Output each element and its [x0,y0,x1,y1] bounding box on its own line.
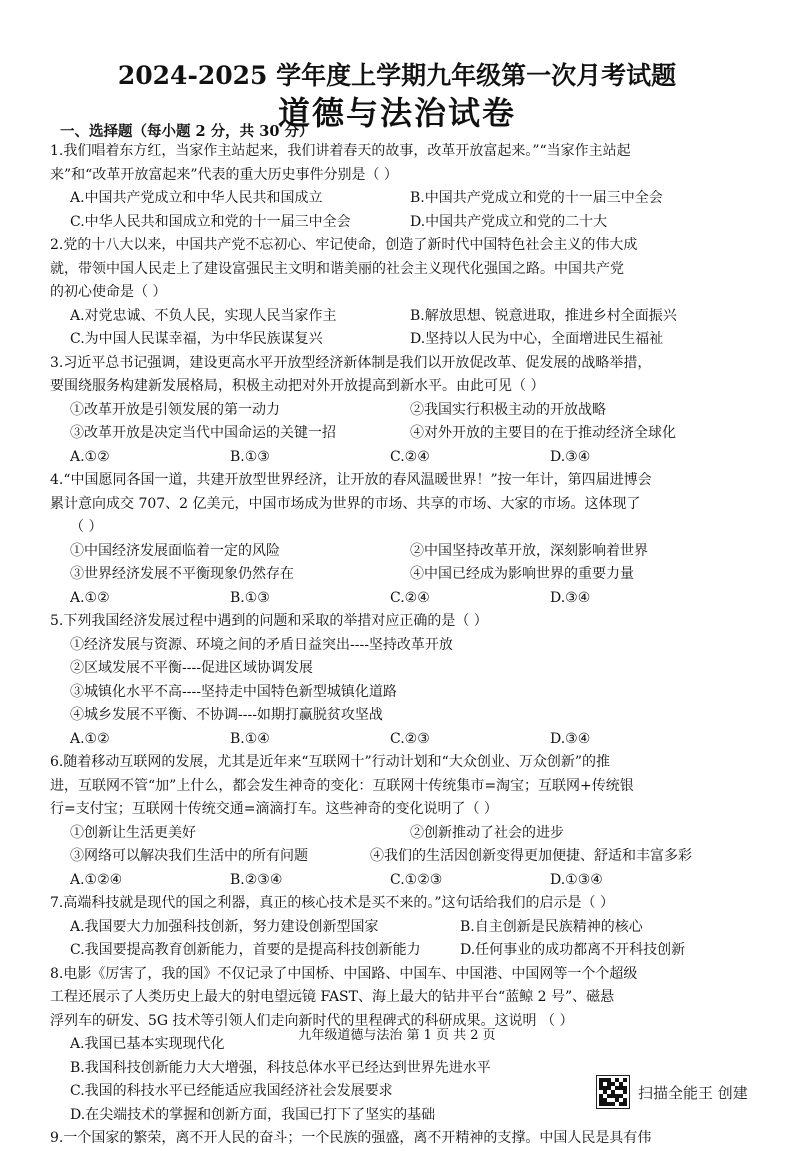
option-d: D.坚持以人民为中心，全面增进民生福祉 [410,331,664,347]
statement-2: ②区域发展不平衡----促进区域协调发展 [70,660,313,676]
option-row [50,916,720,940]
question-stem-line: 7.高端科技就是现代的国之利器，真正的核心技术是买不来的。”这句话给我们的启示是（ ） [50,895,614,911]
choice-d: D.③④ [550,730,591,747]
statement-4: ④城乡发展不平衡、不协调----如期打赢脱贫攻坚战 [70,707,383,723]
option-c: C.为中国人民谋幸福，为中华民族谋复兴 [70,331,323,347]
question-stem-line: 9.一个国家的繁荣，离不开人民的奋斗；一个民族的强盛，离不开精神的支撑。中国人民是具有伟 [50,1130,652,1146]
statement-2: ②我国实行积极主动的开放战略 [410,401,606,418]
question-5 [50,610,720,751]
statement-1: ①中国经济发展面临着一定的风险 [70,542,280,559]
question-stem-line: 来”和“改革开放富起来”代表的重大历史事件分别是（ ） [50,166,398,183]
question-stem-line: 要围绕服务构建新发展格局，积极主动把对外开放提高到新水平。由此可见（ ） [50,378,545,394]
choice-c: C.①②③ [390,871,443,888]
question-stem-line: 行=支付宝；互联网十传统交通=滴滴打车。这些神奇的变化说明了（ ） [50,801,498,817]
option-row [50,328,720,352]
statement-row [50,822,720,846]
option-b: B.自主创新是民族精神的核心 [460,918,643,935]
statement-row [50,540,720,564]
option-a: A.我国要大力加强科技创新，努力建设创新型国家 [70,918,379,935]
exam-subject-title: 道德与法治试卷 [277,94,516,132]
option-a: A.中国共产党成立和中华人民共和国成立 [70,190,323,206]
option-b: B.我国科技创新能力大大增强，科技总体水平已经达到世界先进水平 [70,1059,491,1076]
qr-code-icon [596,1075,630,1109]
option-a: A.对党忠诚、不负人民，实现人民当家作主 [70,307,337,324]
statement-row [50,422,720,446]
statement-3: ③世界经济发展不平衡现象仍然存在 [70,566,294,582]
question-1 [50,140,720,234]
choice-a: A.①② [70,730,110,747]
option-c: C.我国要提高教育创新能力，首要的是提高科技创新能力 [70,942,421,958]
statement-3: ③改革开放是决定当代中国命运的关键一招 [70,425,336,441]
statement-3: ③城镇化水平不高----坚持走中国特色新型城镇化道路 [70,683,397,700]
option-a: A.我国已基本实现现代化 [70,1036,225,1052]
statement-1: ①经济发展与资源、环境之间的矛盾日益突出----坚持改革开放 [70,636,453,653]
choice-d: D.①③④ [550,871,603,888]
choice-d: D.③④ [550,448,591,465]
question-stem-line: 浮列车的研发、5G 技术等引领人们走向新时代的里程碑式的科研成果。这说明 （ ） [50,1012,574,1029]
question-stem-line: 1.我们唱着东方红，当家作主站起来，我们讲着春天的故事，改革开放富起来。”“当家作主站起 [50,143,631,159]
statement-4: ④对外开放的主要目的在于推动经济全球化 [410,425,676,441]
question-stem-line: 5.下列我国经济发展过程中遇到的问题和采取的举措对应正确的是（ ） [50,613,488,629]
question-stem-line: 8.电影《厉害了，我的国》不仅记录了中国桥、中国路、中国车、中国港、中国网等一个个超级 [50,965,638,982]
statement-2: ②中国坚持改革开放，深刻影响着世界 [410,542,648,559]
choice-a: A.①②④ [70,871,123,888]
statement-4: ④中国已经成为影响世界的重要力量 [410,566,634,582]
option-d: D.中国共产党成立和党的二十大 [410,213,608,230]
question-stem-line: 工程还展示了人类历史上最大的射电望远镜 FAST、海上最大的钻井平台“蓝鲸 2 号”、磁悬 [50,989,615,1005]
statement-3: ③网络可以解决我们生活中的所有问题 [70,848,308,864]
question-list [50,140,720,1151]
statement-2: ②创新推动了社会的进步 [410,824,564,841]
choice-row [50,869,720,893]
choice-b: B.②③④ [230,871,283,888]
option-c: C.中华人民共和国成立和党的十一届三中全会 [70,213,351,230]
choice-b: B.①③ [230,448,270,465]
scanner-watermark [596,1075,748,1109]
statement-4: ④我们的生活因创新变得更加便捷、舒适和丰富多彩 [370,848,692,864]
question-stem-line: 3.习近平总书记强调，建设更高水平开放型经济新体制是我们以开放促改革、促发展的战略举措， [50,354,652,371]
choice-b: B.①③ [230,589,270,606]
option-b: B.解放思想、锐意进取，推进乡村全面振兴 [410,307,677,324]
statement-1: ①改革开放是引领发展的第一动力 [70,401,280,418]
question-stem-line: 的初心使命是（ ） [50,284,167,300]
exam-title: 2024-2025 学年度上学期九年级第一次月考试题 [117,61,677,90]
question-stem-line: 进，互联网不管“加”上什么，都会发生神奇的变化：互联网十传统集市=淘宝；互联网+传统银 [50,777,634,794]
question-7 [50,892,720,963]
section-heading: 一、选择题（每小题 2 分，共 30 分） [60,123,314,140]
choice-row [50,728,720,752]
question-4 [50,469,720,610]
page-footer: 九年级道德与法治 第 1 页 共 2 页 [298,1028,496,1043]
question-3 [50,352,720,470]
option-c: C.我国的科技水平已经能适应我国经济社会发展要求 [70,1083,393,1099]
choice-row [50,446,720,470]
question-stem-line: 就，带领中国人民走上了建设富强民主文明和谐美丽的社会主义现代化强国之路。中国共产党 [50,260,624,277]
option-row [50,187,720,211]
choice-b: B.①④ [230,730,270,747]
question-9 [50,1127,720,1151]
choice-c: C.②③ [390,730,430,747]
question-stem-line: 4.“中国愿同各国一道，共建开放型世界经济，让开放的春风温暖世界！”按一年计，第四届进博会 [50,472,652,488]
option-row [50,305,720,329]
statement-row [50,563,720,587]
option-b: B.中国共产党成立和党的十一届三中全会 [410,190,663,206]
choice-row [50,587,720,611]
statement-row [50,845,720,869]
option-row [50,211,720,235]
question-2 [50,234,720,352]
watermark-text: 扫描全能王 创建 [638,1083,748,1102]
statement-row [50,399,720,423]
choice-d: D.③④ [550,589,591,606]
option-d: D.任何事业的成功都离不开科技创新 [460,942,686,958]
option-d: D.在尖端技术的掌握和创新方面，我国已打下了坚实的基础 [70,1106,436,1123]
statement-1: ①创新让生活更美好 [70,824,196,841]
choice-a: A.①② [70,448,110,465]
question-stem-line: 6.随着移动互联网的发展，尤其是近年来“互联网十”行动计划和“大众创业、万众创新”的推 [50,754,610,770]
choice-c: C.②④ [390,448,430,465]
question-stem-line: 累计意向成交 707、2 亿美元，中国市场成为世界的市场、共享的市场、大家的市场。这体现了 [50,495,641,512]
question-stem-line: 2.党的十八大以来，中国共产党不忘初心、牢记使命，创造了新时代中国特色社会主义的伟大成 [50,237,638,253]
question-6 [50,751,720,892]
question-stem-line: （ ） [70,519,103,535]
choice-c: C.②④ [390,589,430,606]
option-row [50,939,720,963]
choice-a: A.①② [70,589,110,606]
